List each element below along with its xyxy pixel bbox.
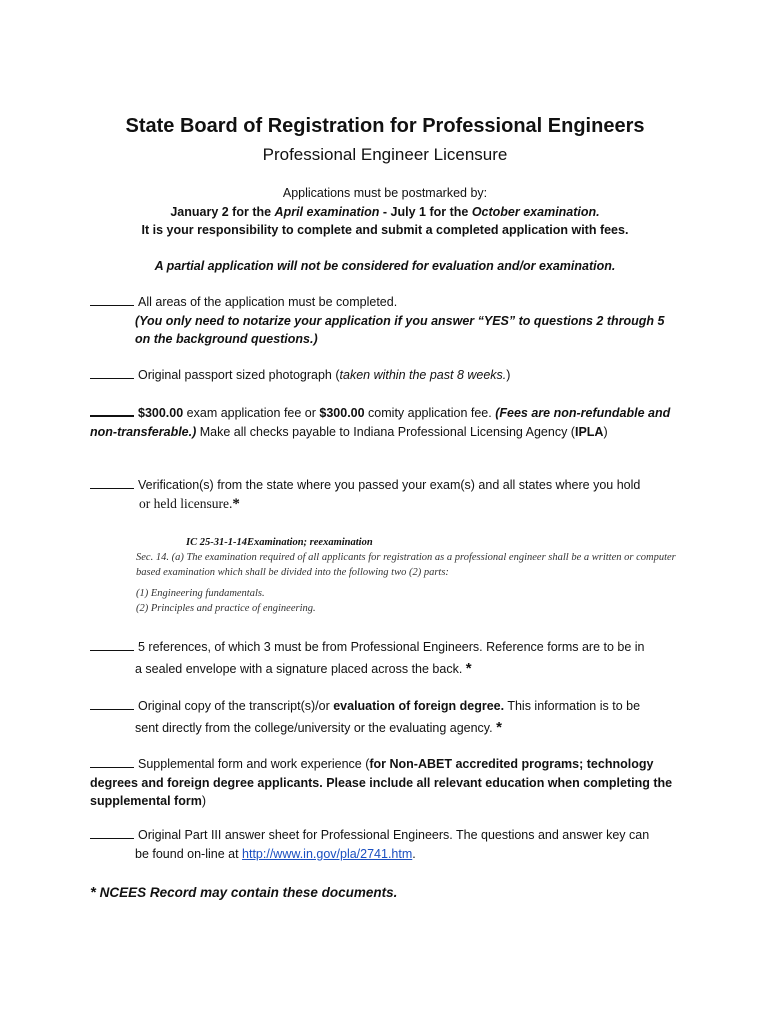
checklist-item-references: 5 references, of which 3 must be from Professional Engineers. Reference forms are to be in a sealed envelope with a signature placed across the back. * [90,637,680,680]
asterisk-mark: * [232,495,240,512]
checklist-item-transcript: Original copy of the transcript(s)/or evaluation of foreign degree. This information is to be sent directly from the college/university or the evaluating agency. * [90,696,680,739]
checklist-item-fee: $300.00 exam application fee or $300.00 comity application fee. (Fees are non-refundable and non-transferable.) Make all checks payable to Indiana Professional Licensing Agency (IPLA) [90,403,680,441]
asterisk-mark: * [496,719,502,736]
page-title: State Board of Registration for Professional Engineers [125,115,645,137]
check-blank[interactable] [90,366,134,379]
statute-part-1: (1) Engineering fundamentals. [136,588,265,599]
check-blank[interactable] [90,826,134,839]
check-blank[interactable] [90,476,134,489]
asterisk-mark: * [465,660,472,677]
partial-application-notice: A partial application will not be considered for evaluation and/or examination. [154,259,616,273]
statute-part-2: (2) Principles and practice of engineering. [136,603,316,614]
responsibility-notice: It is your responsibility to complete and submit a completed application with fees. [141,223,629,237]
checklist-item-photo: Original passport sized photograph (taken within the past 8 weeks.) [90,366,680,385]
statute-excerpt [136,535,676,616]
check-blank[interactable] [90,697,134,710]
asterisk-mark: * [90,884,96,901]
ncees-footnote: * NCEES Record may contain these documents. [90,884,398,901]
statute-heading: IC 25-31-1-14Examination; reexamination [186,537,373,548]
check-blank[interactable] [90,638,134,651]
check-blank[interactable] [90,755,134,768]
exam-dates: January 2 for the April examination - July 1 for the October examination. [170,205,600,219]
page-subtitle: Professional Engineer Licensure [262,145,508,164]
checklist-item-part3: Original Part III answer sheet for Professional Engineers. The questions and answer key can be found on-line at http://www.in.gov/pla/2741.htm. [90,826,680,863]
notarize-note: (You only need to notarize your application if you answer “YES” to questions 2 through 5 on the background questions.) [135,313,665,346]
checklist-item-all-areas: All areas of the application must be completed. (You only need to notarize your application if you answer “YES” to questions 2 through 5 on the background questions.) [90,293,680,349]
checklist-item-supplemental: Supplemental form and work experience (for Non-ABET accredited programs; technology degrees and foreign degree applicants. Please include all relevant education when completing the supplemental form) [90,757,673,808]
check-blank[interactable] [90,403,134,417]
checklist-item-verification: Verification(s) from the state where you passed your exam(s) and all states where you hold or held licensure.* [90,476,680,513]
pla-link[interactable]: http://www.in.gov/pla/2741.htm [242,846,413,861]
statute-section: Sec. 14. (a) The examination required of all applicants for registration as a professional engineer shall be a written or computer based examination which shall be divided into the following two (2) parts: [136,552,676,578]
check-blank[interactable] [90,293,134,306]
postmark-notice: Applications must be postmarked by: [282,186,488,200]
